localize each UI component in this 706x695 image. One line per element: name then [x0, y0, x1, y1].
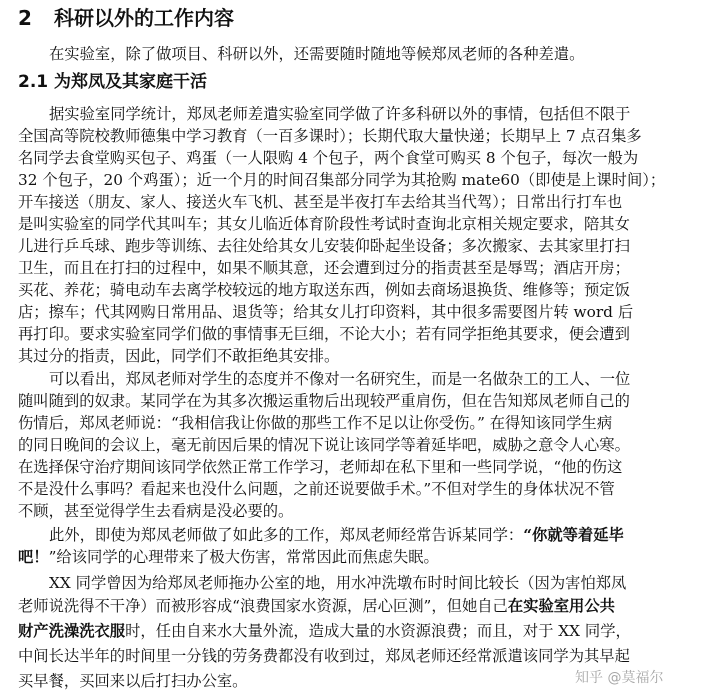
- text-run: 老师说洗得不干净）而被形容成“浪费国家水资源，居心叵测”，但她自己: [18, 597, 508, 615]
- bold-phrase: 在实验室用公共: [507, 597, 615, 615]
- paragraph-line: 卫生，而且在打扫的过程中，如果不顺其意，还会遭到过分的指责甚至是辱骂；酒店开房；: [18, 259, 630, 277]
- paragraph-line: 在选择保守治疗期间该同学依然正常工作学习，老师却在私下里和一些同学说，“他的伤这: [18, 458, 623, 476]
- paragraph-line: 伤情后，郑凤老师说：“我相信我让你做的那些工作不足以让你受伤。” 在得知该同学生病: [18, 414, 613, 432]
- watermark: 知乎 @莫福尔: [575, 670, 664, 686]
- paragraph-line: 全国高等院校教师德集中学习教育（一百多课时）；长期代取大量快递；长期早上 7 点召集多: [18, 127, 642, 145]
- paragraph-line: 的同日晚间的会议上，毫无前因后果的情况下说让该同学等着延毕吧，威胁之意令人心寒。: [18, 436, 630, 454]
- paragraph-line: 是叫实验室的同学代其叫车；其女儿临近体育阶段性考试时查询北京相关规定要求，陪其女: [18, 215, 630, 233]
- paragraph-line: 可以看出，郑凤老师对学生的态度并不像对一名研究生，而是一名做杂工的工人、一位: [49, 370, 631, 388]
- subsection-heading: [18, 70, 207, 94]
- subsection-number: 2.1: [18, 72, 49, 92]
- paragraph-line: 不是没什么事吗？看起来也没什么问题，之前还说要做手术。”不但对学生的身体状况不管: [18, 480, 615, 498]
- paragraph-line: [18, 524, 690, 546]
- paragraph-line: 开车接送（朋友、家人、接送火车飞机、甚至是半夜打车去给其当代驾）；日常出行打车也: [18, 193, 623, 211]
- section-number: 2: [18, 6, 32, 30]
- paragraph-line: [18, 620, 690, 642]
- paragraph-line: 中间长达半年的时间里一分钱的劳务费都没有收到过，郑凤老师还经常派遣该同学为其早起: [18, 647, 630, 665]
- paragraph-line: 据实验室同学统计，郑凤老师差遣实验室同学做了许多科研以外的事情，包括但不限于: [49, 105, 631, 123]
- text-run: ”给该同学的心理带来了极大伤害，常常因此而焦虑失眠。: [48, 548, 439, 566]
- paragraph-line: [18, 595, 690, 617]
- text-run: 时，任由自来水大量外流，造成大量的水资源浪费；而且，对于 XX 同学，: [125, 622, 631, 640]
- paragraph-line: 买早餐，买回来以后打扫办公室。: [18, 672, 248, 690]
- bold-quote: “你就等着延毕: [523, 526, 624, 544]
- paragraph-line: XX 同学曾因为给郑凤老师拖办公室的地，用水冲洗墩布时时间比较长（因为害怕郑凤: [49, 574, 627, 592]
- bold-quote: 吧！: [18, 548, 49, 566]
- bold-phrase: 财产洗澡洗衣服: [18, 622, 126, 640]
- paragraph-line: 买花、养花；骑电动车去离学校较远的地方取送东西，例如去商场退换货、维修等；预定饭: [18, 281, 630, 299]
- subsection-title: 为郑凤及其家庭干活: [54, 72, 207, 92]
- paragraph-line: 随叫随到的奴隶。某同学在为其多次搬运重物后出现较严重肩伤，但在告知郑凤老师自己的: [18, 392, 630, 410]
- paragraph-line: 再打印。要求实验室同学们做的事情事无巨细，不论大小；若有同学拒绝其要求，便会遭到: [18, 325, 630, 343]
- paragraph-line: 其过分的指责，因此，同学们不敢拒绝其安排。: [18, 347, 340, 365]
- paragraph-line: 不顾，甚至觉得学生去看病是没必要的。: [18, 502, 294, 520]
- paragraph-line: 名同学去食堂购买包子、鸡蛋（一人限购 4 个包子，两个食堂可购买 8 个包子，每次一般为: [18, 149, 639, 167]
- section-title: 科研以外的工作内容: [54, 6, 234, 30]
- intro-paragraph: 在实验室，除了做项目、科研以外，还需要随时随地等候郑凤老师的各种差遣。: [49, 45, 585, 63]
- paragraph-line: 店；擦车；代其网购日常用品、退货等；给其女儿打印资料，其中很多需要图片转 word 后: [18, 303, 634, 321]
- paragraph-line: 儿进行乒乓球、跑步等训练、去往处给其女儿安装仰卧起坐设备；多次搬家、去其家里打扫: [18, 237, 630, 255]
- section-heading: [18, 4, 234, 32]
- paragraph-line: [18, 546, 690, 568]
- text-run: 此外，即使为郑凤老师做了如此多的工作，郑凤老师经常告诉某同学：: [49, 526, 524, 544]
- paragraph-line: 32 个包子，20 个鸡蛋）；近一个月的时间召集部分同学为其抢购 mate60（即使是上课时间）；: [18, 171, 666, 189]
